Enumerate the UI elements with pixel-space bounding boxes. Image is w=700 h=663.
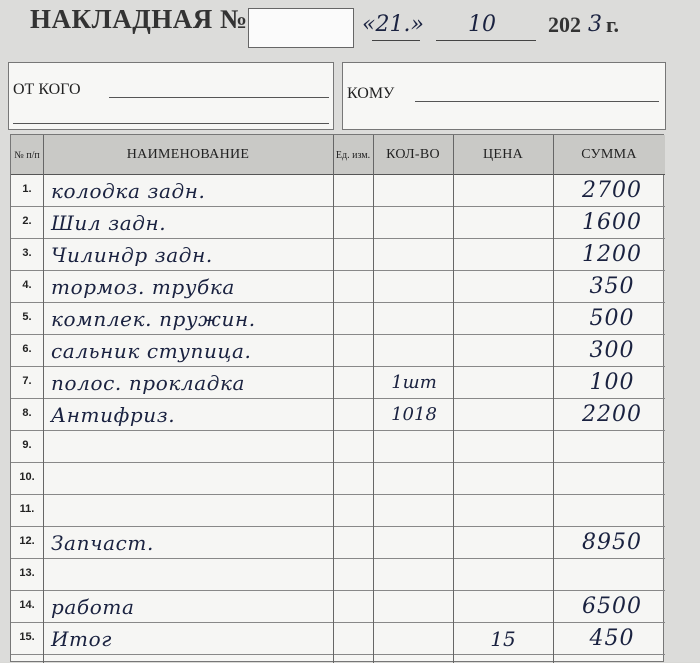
item-quantity	[373, 497, 455, 525]
to-label: КОМУ	[347, 85, 395, 102]
table-row	[11, 175, 665, 207]
item-name: Итог	[51, 627, 112, 651]
item-quantity	[373, 433, 455, 461]
item-price	[453, 561, 553, 589]
item-quantity	[373, 273, 455, 301]
item-name: колодка задн.	[51, 179, 206, 203]
item-quantity	[373, 177, 455, 205]
date-year-suffix: г.	[606, 12, 620, 37]
table-row	[11, 367, 665, 399]
item-price	[453, 465, 553, 493]
col-divider	[43, 135, 44, 663]
item-price	[453, 337, 553, 365]
item-sum	[559, 561, 665, 589]
item-name: комплек. пружин.	[51, 307, 256, 331]
table-row	[11, 271, 665, 303]
month-underline	[436, 40, 536, 41]
from-box	[8, 62, 334, 130]
row-number: 8.	[22, 407, 32, 419]
table-row	[11, 527, 665, 559]
row-number: 9.	[22, 439, 32, 451]
col-divider	[453, 135, 454, 663]
item-quantity	[373, 241, 455, 269]
item-sum	[559, 465, 665, 493]
table-row	[11, 495, 665, 527]
date-year-digit: 3	[588, 12, 602, 37]
row-number: 14.	[19, 599, 35, 611]
item-price	[453, 401, 553, 429]
table-row	[11, 399, 665, 431]
item-sum: 500	[589, 306, 635, 331]
table-row	[11, 591, 665, 623]
row-number: 1.	[22, 183, 32, 195]
item-price	[453, 273, 553, 301]
item-sum: 350	[589, 274, 635, 299]
row-number: 11.	[19, 503, 35, 515]
item-quantity	[373, 465, 455, 493]
item-sum: 2200	[582, 402, 642, 427]
item-name: Запчаст.	[51, 531, 154, 555]
table-row	[11, 335, 665, 367]
table-row	[11, 623, 665, 655]
col-divider	[333, 135, 334, 663]
date-day: «21.»	[362, 12, 424, 37]
item-sum: 1600	[582, 210, 642, 235]
row-number: 5.	[22, 311, 32, 323]
row-number: 13.	[19, 567, 35, 579]
col-qty-header: КОЛ-ВО	[386, 147, 440, 162]
item-quantity	[373, 305, 455, 333]
to-box	[342, 62, 666, 130]
col-price-header: ЦЕНА	[482, 147, 524, 162]
item-quantity	[373, 529, 455, 557]
from-line-2[interactable]	[13, 123, 329, 124]
item-name: полос. прокладка	[51, 371, 246, 395]
row-number: 3.	[22, 247, 32, 259]
item-sum	[559, 433, 665, 461]
row-number: 6.	[22, 343, 32, 355]
row-number: 10.	[19, 471, 35, 483]
item-quantity: 1018	[391, 404, 437, 425]
table-row	[11, 207, 665, 239]
from-label: ОТ КОГО	[13, 81, 81, 98]
item-sum	[559, 497, 665, 525]
item-sum: 1200	[582, 242, 642, 267]
item-name: Чилиндр задн.	[51, 243, 213, 267]
item-price	[453, 433, 553, 461]
item-name: работа	[51, 595, 135, 619]
item-name: Антифриз.	[51, 403, 176, 427]
item-price	[453, 241, 553, 269]
col-name-header: НАИМЕНОВАНИЕ	[126, 147, 250, 162]
row-number: 2.	[22, 215, 32, 227]
table-row	[11, 463, 665, 495]
item-sum: 450	[589, 626, 635, 651]
item-quantity: 1шт	[391, 372, 437, 393]
col-sum-header: СУММА	[581, 147, 637, 162]
date-year-prefix: 202	[548, 12, 581, 37]
row-number: 12.	[19, 535, 35, 547]
row-number: 7.	[22, 375, 32, 387]
item-price	[453, 497, 553, 525]
item-price	[453, 177, 553, 205]
item-sum: 300	[589, 338, 635, 363]
item-name: Шил задн.	[51, 211, 167, 235]
item-price	[453, 209, 553, 237]
item-price	[453, 529, 553, 557]
table-header	[11, 135, 665, 175]
document-title: НАКЛАДНАЯ №	[30, 4, 248, 34]
from-line[interactable]	[109, 97, 329, 98]
item-name: тормоз. трубка	[51, 275, 235, 299]
row-number: 15.	[19, 631, 35, 643]
table-row	[11, 239, 665, 271]
item-price: 15	[490, 627, 516, 651]
item-sum: 100	[589, 370, 635, 395]
row-number: 4.	[22, 279, 32, 291]
item-sum: 2700	[582, 178, 642, 203]
item-quantity	[373, 593, 455, 621]
table-row	[11, 559, 665, 591]
col-divider	[553, 135, 554, 663]
table-row	[11, 303, 665, 335]
item-quantity	[373, 625, 455, 653]
item-price	[453, 593, 553, 621]
date-month: 10	[468, 12, 496, 37]
day-underline	[372, 40, 420, 41]
invoice-number-field[interactable]	[248, 8, 354, 48]
item-price	[453, 369, 553, 397]
item-quantity	[373, 337, 455, 365]
to-line[interactable]	[415, 101, 659, 102]
item-quantity	[373, 561, 455, 589]
item-sum: 8950	[582, 530, 642, 555]
col-num-header: № п/п	[14, 149, 40, 161]
item-quantity	[373, 209, 455, 237]
col-unit-header: Ед. изм.	[335, 149, 371, 161]
item-price	[453, 305, 553, 333]
item-name: сальник ступица.	[51, 339, 252, 363]
table-row	[11, 431, 665, 463]
items-table	[10, 134, 664, 662]
item-sum: 6500	[582, 594, 642, 619]
col-divider	[373, 135, 374, 663]
